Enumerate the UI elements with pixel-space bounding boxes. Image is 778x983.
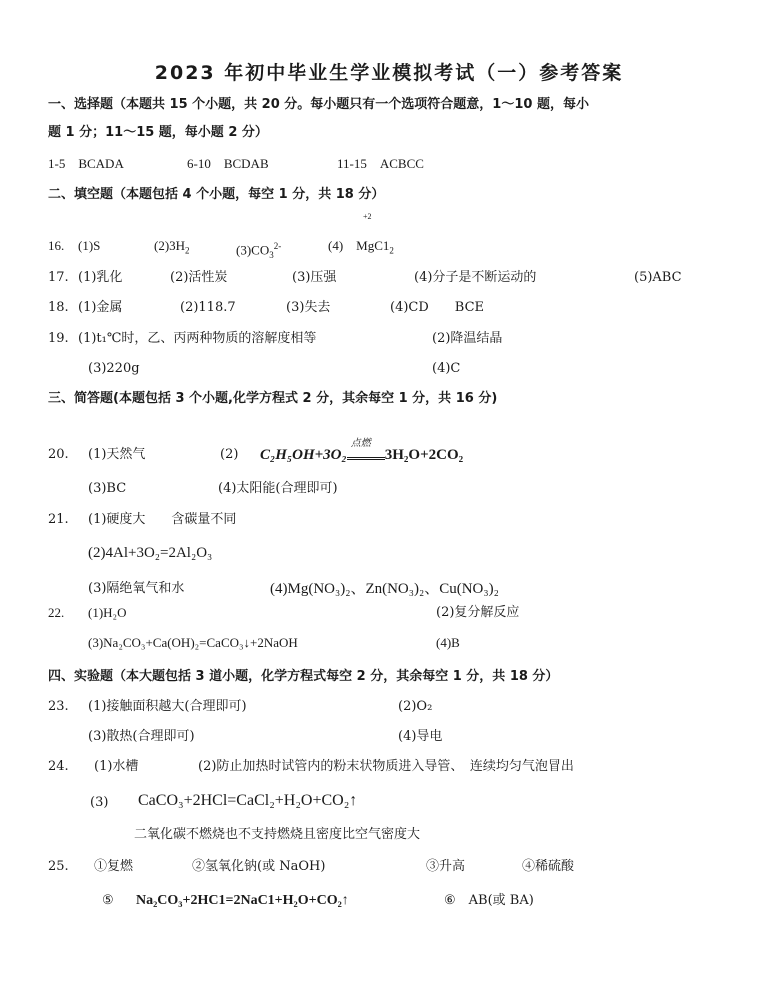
- q22-answer-2: (2)复分解反应: [436, 605, 520, 620]
- q20-answer-4: (4)太阳能(合理即可): [218, 481, 338, 496]
- q22-answer-1: (1)H₂O: [88, 605, 127, 620]
- q23-answer-2: (2)O₂: [398, 699, 433, 714]
- q25-number: 25.: [48, 859, 69, 874]
- q16-answer-2: $(2)3H_2$: [154, 238, 190, 256]
- q18-answer-3: (3)失去: [286, 300, 331, 315]
- choice-answers-11-15: 11-15 ACBCC: [337, 156, 424, 171]
- page-title: 2023 年初中毕业生学业模拟考试（一）参考答案: [154, 62, 624, 84]
- q25-answer-2: ②氢氧化钠(或 NaOH): [192, 859, 326, 874]
- q22-answer-4: (4)B: [436, 635, 460, 650]
- q24-answer-3-label: (3): [90, 795, 109, 810]
- q20-number: 20.: [48, 447, 69, 462]
- q20-equation: C₂H₅OH+3O₂ 点燃 3H₂O+2CO₂: [260, 438, 464, 463]
- reaction-condition-arrow: 点燃: [347, 446, 385, 464]
- section-4-heading: 四、实验题（本大题包括 3 道小题，化学方程式每空 2 分，其余每空 1 分，共 18 分）: [48, 669, 559, 684]
- q25-answer-3: ③升高: [426, 859, 466, 874]
- q21-answer-2: (2)4Al+3O₂=2Al₂O₃: [88, 545, 213, 561]
- q19-answer-3: (3)220g: [88, 361, 140, 376]
- q16-answer-3: $(3)CO_3^{2-}$: [236, 241, 282, 260]
- q16-answer-4: (4) $MgC1_2$: [328, 238, 394, 256]
- section-3-heading: 三、简答题(本题包括 3 个小题,化学方程式 2 分，其余每空 1 分，共 16 分): [48, 391, 498, 406]
- q25-answer-5-marker: ⑤: [102, 893, 114, 908]
- q25-answer-1: ①复燃: [94, 859, 134, 874]
- q19-answer-2: (2)降温结晶: [432, 331, 503, 346]
- section-1-heading: 一、选择题（本题共 15 个小题，共 20 分。每小题只有一个选项符合题意，1～10 题，每小: [48, 97, 589, 112]
- q17-answer-2: (2)活性炭: [170, 270, 228, 285]
- q19-number: 19.: [48, 331, 69, 346]
- section-2-heading: 二、填空题（本题包括 4 个小题，每空 1 分，共 18 分）: [48, 187, 385, 202]
- q23-answer-4: (4)导电: [398, 729, 443, 744]
- q21-answer-1: (1)硬度大 含碳量不同: [88, 512, 237, 527]
- q18-number: 18.: [48, 300, 69, 315]
- q21-number: 21.: [48, 512, 69, 527]
- q23-number: 23.: [48, 699, 69, 714]
- q17-answer-4: (4)分子是不断运动的: [414, 270, 537, 285]
- choice-answers-6-10: 6-10 BCDAB: [187, 156, 269, 171]
- q16-answer-1: (1)S: [78, 238, 101, 253]
- q20-answer-2-label: (2): [220, 447, 239, 462]
- q20-answer-3: (3)BC: [88, 481, 127, 496]
- q25-answer-4: ④稀硫酸: [522, 859, 575, 874]
- q22-answer-3: (3)Na₂CO₃+Ca(OH)₂=CaCO₃↓+2NaOH: [88, 635, 298, 650]
- q18-answer-2: (2)118.7: [180, 300, 236, 315]
- q17-answer-5: (5)ABC: [634, 270, 682, 285]
- q18-answer-4: (4)CD BCE: [390, 300, 485, 315]
- q25-equation: Na₂CO₃+2HC1=2NaC1+H₂O+CO₂↑: [136, 893, 349, 908]
- q19-answer-1: (1)t₁℃时，乙、丙两种物质的溶解度相等: [78, 331, 317, 346]
- q24-equation: CaCO₃+2HCl=CaCl₂+H₂O+CO₂↑: [138, 792, 358, 809]
- q20-answer-1: (1)天然气: [88, 447, 146, 462]
- q19-answer-4: (4)C: [432, 361, 461, 376]
- q24-number: 24.: [48, 759, 69, 774]
- q17-answer-1: (1)乳化: [78, 270, 123, 285]
- q25-answer-6: ⑥ AB(或 BA): [444, 893, 534, 908]
- q17-answer-3: (3)压强: [292, 270, 337, 285]
- q18-answer-1: (1)金属: [78, 300, 123, 315]
- section-1-heading-cont: 题 1 分；11～15 题，每小题 2 分）: [48, 125, 268, 140]
- q22-number: 22.: [48, 605, 65, 620]
- q24-answer-2: (2)防止加热时试管内的粉末状物质进入导管、 连续均匀气泡冒出: [198, 759, 574, 774]
- choice-answers-1-5: 1-5 BCADA: [48, 156, 124, 171]
- q16-number: 16.: [48, 238, 65, 253]
- q21-answer-3: (3)隔绝氧气和水: [88, 581, 185, 596]
- q21-answer-4: (4)Mg(NO₃)₂、Zn(NO₃)₂、Cu(NO₃)₂: [270, 581, 499, 597]
- q23-answer-1: (1)接触面积越大(合理即可): [88, 699, 247, 714]
- q24-explanation: 二氧化碳不燃烧也不支持燃烧且密度比空气密度大: [134, 827, 421, 842]
- q24-answer-1: (1)水槽: [94, 759, 139, 774]
- valence-mark: +2: [363, 212, 372, 221]
- q23-answer-3: (3)散热(合理即可): [88, 729, 195, 744]
- q17-number: 17.: [48, 270, 69, 285]
